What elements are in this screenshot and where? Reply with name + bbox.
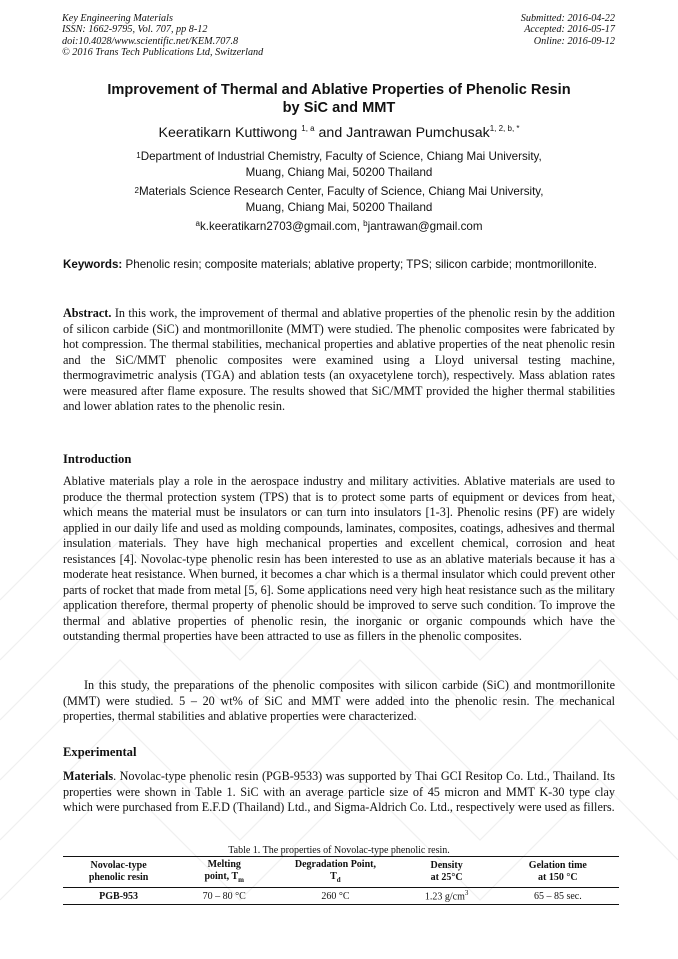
table-cell-name: PGB-953 [99, 890, 139, 902]
table-cell-melting: 70 – 80 °C [202, 890, 246, 902]
email-a: k.keeratikarn2703@gmail.com, [199, 220, 360, 233]
affiliation-2 [70, 184, 608, 215]
author-and: and [318, 125, 343, 141]
table-header-row [63, 857, 619, 888]
table-header-cell: Novolac-type phenolic resin [88, 860, 149, 883]
abstract-label: Abstract. [63, 306, 112, 320]
journal-doi: doi:10.4028/www.scientific.net/KEM.707.8 [62, 35, 239, 47]
author-list [0, 125, 678, 141]
materials-paragraph [63, 769, 615, 816]
author-1-sup: 1, a [301, 124, 315, 133]
materials-label: Materials [63, 769, 114, 783]
table-header-cell: Density at 25°C [430, 860, 463, 883]
author-2-sup: 1, 2, b, * [489, 124, 520, 133]
dates-header [521, 13, 615, 47]
table-header-cell: Gelation time at 150 °C [528, 860, 587, 883]
introduction-heading: Introduction [63, 452, 132, 466]
affiliation-2-line-1: Materials Science Research Center, Faculty of Science, Chiang Mai University, [139, 185, 544, 198]
journal-copyright: © 2016 Trans Tech Publications Ltd, Switzerland [62, 46, 264, 58]
paper-title [40, 81, 638, 117]
email-b-sup: b [363, 219, 368, 228]
affiliation-2-line-2: Muang, Chiang Mai, 50200 Thailand [245, 200, 433, 214]
keywords-text: Phenolic resin; composite materials; ablative property; TPS; silicon carbide; montmorillonite. [125, 258, 597, 271]
keywords [63, 257, 615, 272]
table-cell-gelation: 65 – 85 sec. [533, 890, 582, 902]
table-row [63, 888, 619, 905]
affiliation-1 [70, 149, 608, 180]
author-1: Keeratikarn Kuttiwong [158, 125, 298, 141]
author-emails [0, 220, 678, 233]
affiliation-1-line-2: Muang, Chiang Mai, 50200 Thailand [245, 165, 433, 179]
author-2: Jantrawan Pumchusak [346, 125, 490, 141]
properties-table [63, 856, 619, 905]
email-b: jantrawan@gmail.com [367, 220, 483, 233]
journal-header [62, 13, 263, 58]
abstract-text: In this work, the improvement of thermal and ablative properties of the phenolic resin by the addition of silicon carbide (SiC) and montmorillonite (MMT) were studied. The phenolic composites were fabricated by hot compression. The thermal stabilities, mechanical properties and ablative properties of the neat phenolic resin and the SiC/MMT phenolic composites were examined using a Lloyd universal testing machine, thermogravimetric analysis (TGA) and ablation tests (an oxyacetylene torch), respectively. Mass ablation rates were measured after flame exposure. The results showed that SiC/MMT provided the higher thermal stabilities and lower ablation rates to the phenolic resin. [63, 306, 615, 414]
materials-text: . Novolac-type phenolic resin (PGB-9533) was supported by Thai GCI Resitop Co. Ltd., Thailand. Its properties were shown in Table 1. SiC with an average particle size of 45 micron and MMT K-30 type clay which were purchased from E.F.D (Thailand) Ltd., and Sigma-Aldrich Co. Ltd., respectively were used as fillers. [63, 769, 615, 815]
journal-issn: ISSN: 1662-9795, Vol. 707, pp 8-12 [62, 24, 208, 36]
title-line-1: Improvement of Thermal and Ablative Properties of Phenolic Resin [107, 82, 571, 98]
experimental-heading: Experimental [63, 745, 137, 759]
introduction-paragraph-1: Ablative materials play a role in the aerospace industry and military activities. Ablative materials are used to produce the thermal protection system (TPS) that is to protect some parts of equipment or devices from heat, which means the material must be insulators or can turn into insulators [1-3]. Phenolic resins (PF) are widely applied in our daily life and used as molding compounds, laminates, composites, coatings, adhesives and thermal insulation materials. They have high mechanical properties and excellent chemical, corrosion and heat resistances [4]. Novolac-type phenolic resin has been interested to use as an ablative materials because it has a moderate heat resistance. When burned, it becomes a char which is a thermal insulator which could prevent other parts of rocket that made from metal [5, 6]. Some applications need very high heat resistance such as the military application therefore, thermal property of phenolic should be improved to serve such condition. To improve the thermal and ablative properties of phenolic resin, the inorganic or organic compounds which have the outstanding thermal properties have been attracted to use as fillers in the phenolic composites. [63, 474, 615, 644]
affiliation-2-sup: 2 [134, 186, 139, 195]
submitted-date: Submitted: 2016-04-22 [520, 13, 615, 24]
table-cell-degradation: 260 °C [321, 890, 350, 902]
table-cell-density: 1.23 $g/cm^3$ [424, 889, 469, 903]
table-header-cell: Degradation Point, $T_d$ [294, 858, 376, 884]
title-line-2: by SiC and MMT [282, 100, 396, 116]
table-header-cell: Melting point, $T_m$ [204, 858, 245, 884]
keywords-label: Keywords: [63, 258, 123, 271]
introduction-paragraph-2: In this study, the preparations of the phenolic composites with silicon carbide (SiC) and montmorillonite (MMT) were studied. 5 – 20 wt% of SiC and MMT were added into the phenolic resin. The mechanical properties, thermal stabilities and ablative properties were characterized. [63, 678, 615, 724]
journal-name: Key Engineering Materials [62, 13, 173, 24]
affiliation-1-sup: 1 [136, 151, 141, 160]
abstract [63, 306, 615, 415]
table-caption: Table 1. The properties of Novolac-type phenolic resin. [228, 845, 450, 856]
online-date: Online: 2016-09-12 [533, 35, 615, 47]
email-a-sup: a [195, 219, 200, 228]
affiliation-1-line-1: Department of Industrial Chemistry, Faculty of Science, Chiang Mai University, [140, 150, 542, 163]
accepted-date: Accepted: 2016-05-17 [524, 24, 615, 36]
